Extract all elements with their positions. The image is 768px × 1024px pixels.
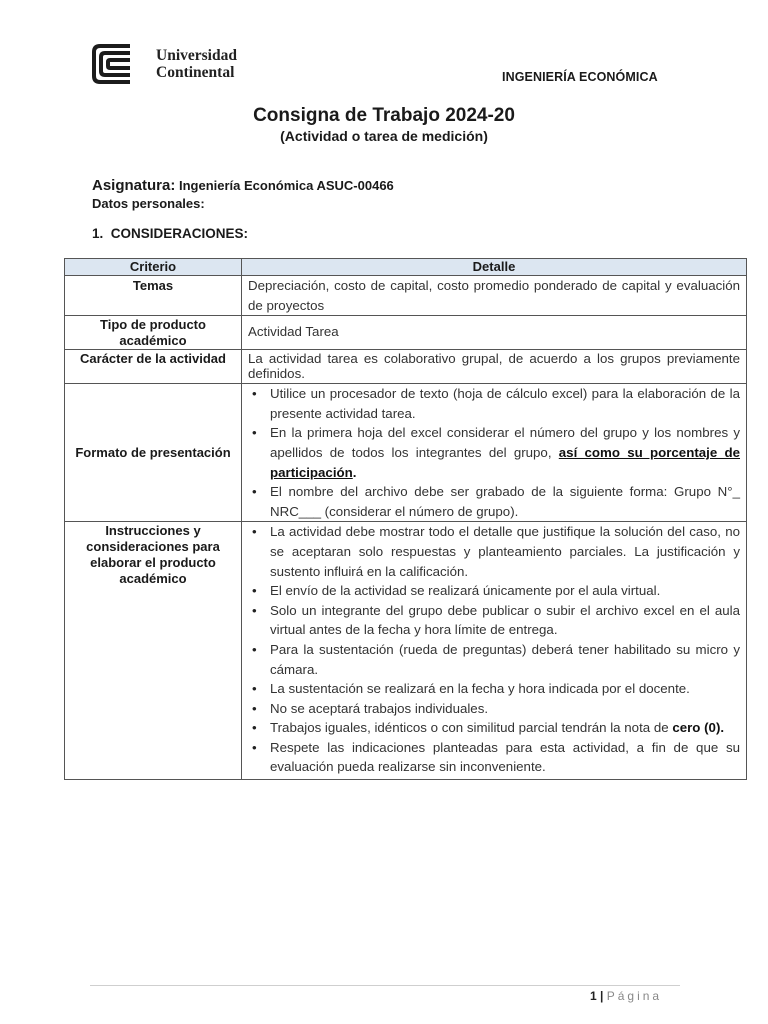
page-footer bbox=[590, 989, 662, 1003]
criterio-cell: Instrucciones y consideraciones para elaborar el producto académico bbox=[65, 522, 242, 780]
list-item-emphasis: así como su porcentaje de participación bbox=[270, 444, 740, 480]
list-item: • La sustentación se realizará en la fecha y hora indicada por el docente. bbox=[248, 679, 740, 699]
list-item-text: Trabajos iguales, idénticos o con similitud parcial tendrán la nota de bbox=[270, 720, 673, 736]
table-header-row bbox=[65, 259, 747, 276]
table-row bbox=[65, 276, 747, 316]
table-row bbox=[65, 384, 747, 522]
brand-line-2: Continental bbox=[156, 64, 235, 81]
list-item-text: En la primera hoja del excel considerar el número del grupo y los nombres y apellidos de todos los integrantes del grupo, bbox=[270, 425, 740, 460]
asignatura-value: Ingeniería Económica ASUC-00466 bbox=[178, 178, 394, 193]
list-item-end: . bbox=[352, 464, 357, 480]
datos-personales-label: Datos personales: bbox=[92, 196, 205, 211]
detalle-cell: Depreciación, costo de capital, costo promedio ponderado de capital y evaluación de proyectos bbox=[242, 276, 747, 316]
list-item: • Solo un integrante del grupo debe publicar o subir el archivo excel en el aula virtual antes de la fecha y hora límite de entrega. bbox=[248, 601, 740, 640]
course-header: INGENIERÍA ECONÓMICA bbox=[502, 70, 658, 84]
list-item: • El nombre del archivo debe ser grabado de la siguiente forma: Grupo N°_ NRC___ (considerar el número de grupo). bbox=[248, 482, 740, 521]
criterio-cell: Carácter de la actividad bbox=[65, 350, 242, 384]
section-title: CONSIDERACIONES: bbox=[110, 226, 249, 241]
list-item: • Utilice un procesador de texto (hoja de cálculo excel) para la elaboración de la presente actividad tarea. bbox=[248, 384, 740, 423]
table-row bbox=[65, 350, 747, 384]
list-item-emphasis: cero (0) bbox=[672, 720, 721, 736]
detalle-cell: Actividad Tarea bbox=[242, 316, 747, 350]
section-number: 1. bbox=[92, 226, 104, 241]
header-criterio: Criterio bbox=[65, 259, 242, 276]
brand-line-1: Universidad bbox=[156, 47, 237, 64]
list-item: • No se aceptará trabajos individuales. bbox=[248, 699, 740, 719]
formato-list bbox=[248, 384, 740, 521]
list-item: • Para la sustentación (rueda de preguntas) deberá tener habilitado su micro y cámara. bbox=[248, 640, 740, 679]
university-logo bbox=[90, 42, 250, 86]
list-item: • Respete las indicaciones planteadas para esta actividad, a fin de que su evaluación pueda realizarse sin inconveniente. bbox=[248, 738, 740, 777]
list-item-end: . bbox=[720, 720, 725, 736]
criterio-cell: Temas bbox=[65, 276, 242, 316]
list-item: • La actividad debe mostrar todo el detalle que justifique la solución del caso, no se aceptaran solo respuestas y planteamiento parciales. La justificación y sustento influirá en la calificación. bbox=[248, 522, 740, 581]
criterio-cell: Tipo de producto académico bbox=[65, 316, 242, 350]
detalle-cell: La actividad tarea es colaborativo grupal, de acuerdo a los grupos previamente definidos. bbox=[242, 350, 747, 384]
page-number: 1 bbox=[590, 989, 597, 1003]
detalle-cell bbox=[242, 384, 747, 522]
footer-separator: | bbox=[600, 989, 604, 1003]
considerations-table bbox=[64, 258, 747, 780]
header-detalle: Detalle bbox=[242, 259, 747, 276]
table-row bbox=[65, 522, 747, 780]
footer-divider bbox=[90, 985, 680, 986]
page-label: Página bbox=[606, 989, 663, 1003]
university-logo-icon bbox=[90, 42, 152, 86]
section-heading bbox=[92, 226, 248, 241]
asignatura-label: Asignatura: bbox=[92, 177, 176, 194]
page-title: Consigna de Trabajo 2024-20 bbox=[253, 105, 515, 126]
table-row bbox=[65, 316, 747, 350]
page-subtitle: (Actividad o tarea de medición) bbox=[280, 128, 488, 144]
list-item bbox=[248, 718, 740, 738]
asignatura-line bbox=[92, 177, 394, 194]
detalle-cell bbox=[242, 522, 747, 780]
criterio-cell: Formato de presentación bbox=[65, 384, 242, 522]
list-item: • El envío de la actividad se realizará únicamente por el aula virtual. bbox=[248, 581, 740, 601]
instrucciones-list bbox=[248, 522, 740, 777]
list-item bbox=[248, 423, 740, 482]
